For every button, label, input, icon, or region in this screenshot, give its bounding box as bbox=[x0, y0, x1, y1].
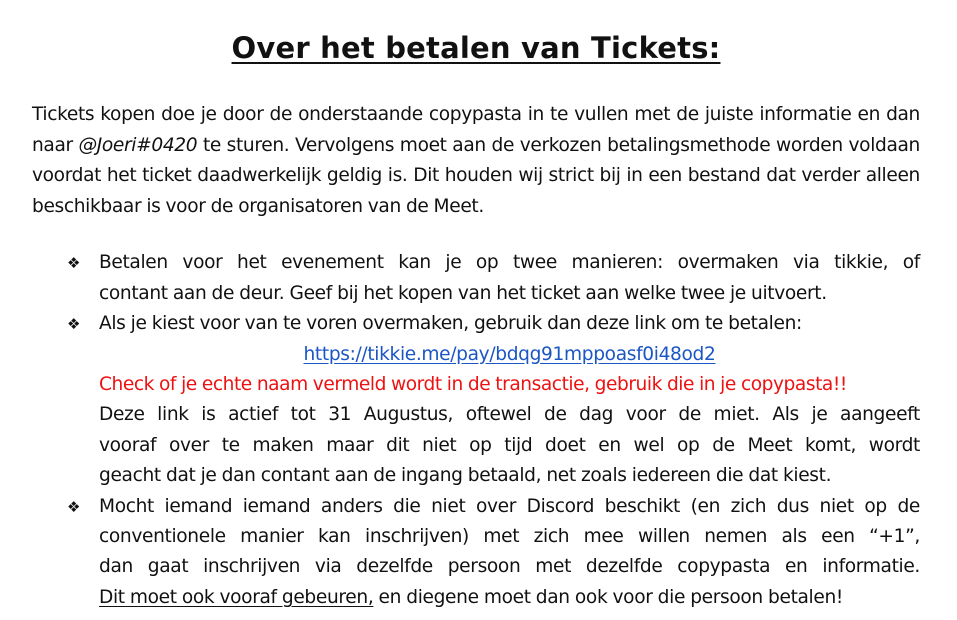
list-item-text-line bbox=[99, 583, 920, 613]
list-item-text-line: geacht dat je dan contant aan de ingang betaald, net zoals iedereen die dat kiest. bbox=[99, 465, 832, 487]
page-title: Over het betalen van Tickets: bbox=[231, 31, 721, 65]
notice-rest: en diegene moet dan ook voor die persoon betalen! bbox=[373, 586, 843, 608]
list-item-text-line: conventionele manier kan inschrijven) met zich mee willen nemen als een “+1”, bbox=[99, 526, 920, 548]
list-item-payment-methods bbox=[32, 248, 920, 309]
diamond-bullet-icon: ❖ bbox=[67, 497, 81, 516]
list-item-text-line: dan gaat inschrijven via dezelfde persoon met dezelfde copypasta en informatie. bbox=[99, 556, 920, 578]
list-item-plus-one bbox=[32, 492, 920, 614]
name-warning-text: Check of je echte naam vermeld wordt in de transactie, gebruik die in je copypasta!! bbox=[99, 374, 847, 395]
intro-paragraph bbox=[32, 100, 920, 222]
list-item-text-line: contant aan de deur. Geef bij het kopen van het ticket aan welke twee je uitvoert. bbox=[99, 282, 827, 304]
bullet-list bbox=[32, 248, 920, 613]
intro-text-part2: te sturen. Vervolgens moet aan de verkozen betalingsmethode worden voldaan voordat het ticket daadwerkelijk geldig is. Dit houden wij strict bij in een bestand dat verder alleen beschikbaar is voor de organisatoren van de Meet. bbox=[32, 134, 920, 217]
payment-link[interactable]: https://tikkie.me/pay/bdqg91mppoasf0i48od2 bbox=[303, 343, 716, 365]
list-item-transfer-link bbox=[32, 309, 920, 491]
list-item-text-line: vooraf over te maken maar dit niet op tijd doet en wel op de Meet komt, wordt bbox=[99, 434, 920, 456]
intro-text-part1: Tickets kopen doe je door de onderstaande copypasta in te vullen met de juiste informatie en dan naar bbox=[32, 104, 920, 156]
list-item-text-line: Als je kiest voor van te voren overmaken, gebruik dan deze link om te betalen: bbox=[99, 313, 802, 335]
list-item-text-line: Deze link is actief tot 31 Augustus, oftewel de dag voor de miet. Als je aangeeft bbox=[99, 404, 920, 426]
diamond-bullet-icon: ❖ bbox=[67, 254, 81, 273]
list-item-text-line: Betalen voor het evenement kan je op twee manieren: overmaken via tikkie, of bbox=[99, 252, 920, 274]
contact-handle: @Joeri#0420 bbox=[78, 134, 198, 156]
payment-link-row bbox=[99, 340, 920, 370]
document-page bbox=[32, 22, 920, 613]
diamond-bullet-icon: ❖ bbox=[67, 315, 81, 334]
list-item-text-line: Mocht iemand iemand anders die niet over Discord beschikt (en zich dus niet op de bbox=[99, 495, 920, 517]
underlined-notice: Dit moet ook vooraf gebeuren, bbox=[99, 586, 374, 608]
